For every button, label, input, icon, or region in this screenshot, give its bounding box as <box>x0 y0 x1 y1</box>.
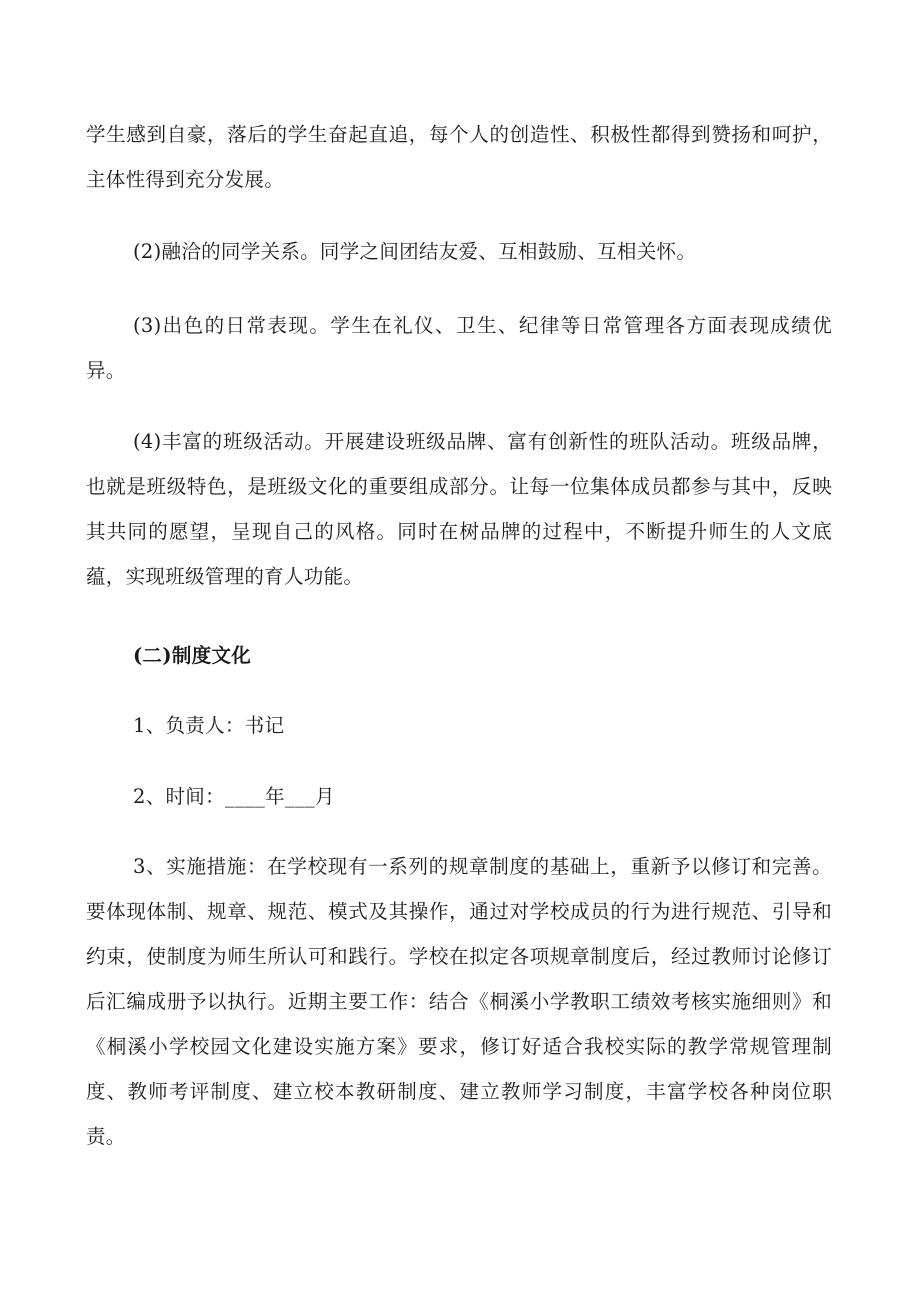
paragraph-continuation: 学生感到自豪，落后的学生奋起直追，每个人的创造性、积极性都得到赞扬和呵护，主体性得到充分发展。 <box>86 123 832 191</box>
section-heading: (二)制度文化 <box>133 644 252 667</box>
paragraph-item-2: (2)融洽的同学关系。同学之间团结友爱、互相鼓励、互相关怀。 <box>133 240 697 263</box>
paragraph-time: 2、时间：____年___月 <box>133 785 335 808</box>
paragraph-item-4: (4)丰富的班级活动。开展建设班级品牌、富有创新性的班队活动。班级品牌，也就是班级特色，是班级文化的重要组成部分。让每一位集体成员都参与其中，反映其共同的愿望，呈现自己的风格。同时在树品牌的过程中，不断提升师生的人文底蕴，实现班级管理的育人功能。 <box>86 430 832 588</box>
paragraph-item-3: (3)出色的日常表现。学生在礼仪、卫生、纪律等日常管理各方面表现成绩优异。 <box>86 314 832 382</box>
paragraph-measures: 3、实施措施：在学校现有一系列的规章制度的基础上，重新予以修订和完善。要体现体制、规章、规范、模式及其操作，通过对学校成员的行为进行规范、引导和约束，使制度为师生所认可和践行。学校在拟定各项规章制度后，经过教师讨论修订后汇编成册予以执行。近期主要工作：结合《桐溪小学教职工绩效考核实施细则》和《桐溪小学校园文化建设实施方案》要求，修订好适合我校实际的教学常规管理制度、教师考评制度、建立校本教研制度、建立教师学习制度，丰富学校各种岗位职责。 <box>86 855 832 1148</box>
paragraph-responsible: 1、负责人：书记 <box>133 714 285 737</box>
